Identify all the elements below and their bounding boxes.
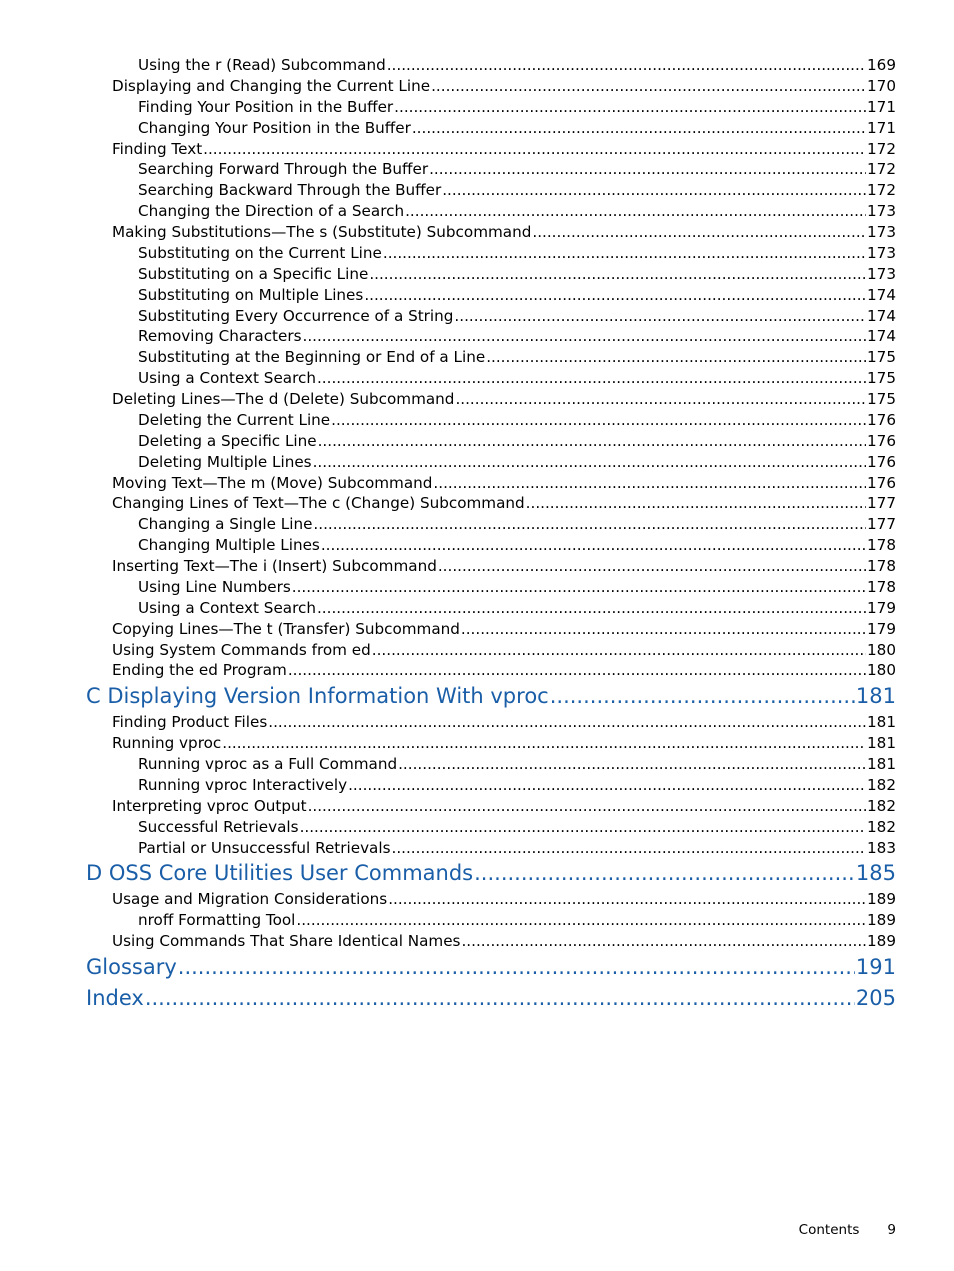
toc-entry-page: 173 (867, 264, 896, 283)
toc-entry-page: 189 (867, 890, 896, 909)
toc-entry-page: 172 (867, 139, 896, 158)
toc-chapter-entry[interactable] (86, 952, 896, 983)
footer-label: Contents (798, 1222, 860, 1238)
toc-entry-title: Changing a Single Line (138, 515, 313, 534)
toc-entry-title: Substituting on the Current Line (138, 243, 382, 262)
toc-entry-page: 183 (867, 838, 896, 857)
toc-entry-page: 189 (867, 911, 896, 930)
toc-entry-title: Displaying and Changing the Current Line (112, 76, 431, 95)
toc-entry[interactable] (138, 817, 896, 838)
toc-leader-dots (398, 754, 866, 775)
toc-entry[interactable] (112, 389, 896, 410)
toc-entry[interactable] (138, 306, 896, 327)
toc-leader-dots (364, 285, 866, 306)
toc-entry-page: 181 (867, 713, 896, 732)
toc-entry-page: 175 (867, 348, 896, 367)
toc-entry[interactable] (138, 285, 896, 306)
toc-entry-page: 172 (867, 160, 896, 179)
toc-entry[interactable] (138, 535, 896, 556)
toc-entry[interactable] (112, 619, 896, 640)
toc-entry-page: 173 (867, 223, 896, 241)
toc-leader-dots (431, 76, 866, 97)
toc-entry-page: 179 (867, 598, 896, 617)
toc-entry-page: 174 (867, 327, 896, 346)
toc-leader-dots (145, 983, 855, 1014)
toc-leader-dots (308, 796, 866, 817)
toc-entry[interactable] (138, 910, 896, 931)
toc-entry-page: 170 (867, 76, 896, 95)
toc-entry[interactable] (138, 180, 896, 201)
toc-leader-dots (288, 660, 866, 681)
toc-entry-page: 179 (867, 619, 896, 638)
toc-entry-title: Finding Text (112, 139, 203, 158)
toc-entry[interactable] (112, 733, 896, 754)
toc-entry-title: Deleting Lines—The d (Delete) Subcommand (112, 390, 455, 408)
toc-leader-dots (526, 493, 866, 514)
footer-page-number: 9 (887, 1222, 896, 1238)
toc-entry-title: Using a Context Search (138, 598, 316, 617)
toc-leader-dots (313, 452, 866, 473)
toc-entry-title: Changing Your Position in the Buffer (138, 118, 411, 137)
toc-leader-dots (474, 858, 855, 889)
toc-entry[interactable] (138, 118, 896, 139)
toc-chapter-entry[interactable] (86, 681, 896, 712)
toc-entry-title: Substituting on Multiple Lines (138, 285, 364, 304)
toc-entry-page: 171 (867, 97, 896, 116)
toc-leader-dots (292, 577, 866, 598)
toc-entry-page: 176 (867, 452, 896, 471)
toc-entry-title: Running vproc (112, 734, 222, 753)
toc-leader-dots (268, 712, 866, 733)
toc-entry-page: 185 (855, 861, 896, 886)
toc-leader-dots (429, 159, 866, 180)
toc-entry[interactable] (138, 55, 896, 76)
toc-chapter-entry[interactable] (86, 858, 896, 889)
toc-entry-title: Removing Characters (138, 327, 302, 346)
toc-leader-dots (317, 368, 866, 389)
toc-leader-dots (455, 389, 866, 410)
toc-entry[interactable] (138, 838, 896, 859)
toc-leader-dots (405, 201, 866, 222)
toc-entry-title: Using Line Numbers (138, 577, 291, 596)
toc-entry-title: nroff Formatting Tool (138, 911, 296, 930)
toc-entry[interactable] (138, 577, 896, 598)
toc-entry-title: Changing Lines of Text—The c (Change) Subcommand (112, 494, 525, 513)
toc-entry[interactable] (138, 347, 896, 368)
toc-leader-dots (313, 514, 866, 535)
toc-leader-dots (550, 681, 855, 712)
toc-entry-page: 178 (867, 577, 896, 596)
toc-entry[interactable] (138, 598, 896, 619)
toc-entry-title: Searching Forward Through the Buffer (138, 160, 429, 179)
toc-leader-dots (178, 952, 855, 983)
toc-entry-title: Using System Commands from ed (112, 640, 371, 659)
toc-entry[interactable] (112, 139, 896, 160)
toc-entry-title: Substituting on a Specific Line (138, 264, 369, 283)
toc-entry[interactable] (112, 889, 896, 910)
toc-entry-page: 182 (867, 775, 896, 794)
toc-entry[interactable] (112, 493, 896, 514)
toc-entry[interactable] (138, 452, 896, 473)
toc-leader-dots (372, 640, 866, 661)
toc-entry-page: 176 (867, 473, 896, 492)
toc-entry-page: 180 (867, 661, 896, 680)
toc-entry-page: 177 (867, 515, 896, 534)
toc-leader-dots (461, 619, 866, 640)
toc-entry-page: 174 (867, 285, 896, 304)
toc-entry-page: 205 (855, 986, 896, 1010)
toc-entry-title: Inserting Text—The i (Insert) Subcommand (112, 557, 437, 575)
toc-entry[interactable] (112, 473, 896, 494)
toc-entry-page: 181 (855, 684, 896, 709)
toc-entry-title: C Displaying Version Information With vproc (86, 684, 549, 709)
toc-leader-dots (303, 326, 867, 347)
toc-entry[interactable] (112, 222, 896, 243)
toc-entry[interactable] (138, 97, 896, 118)
toc-entry-page: 177 (867, 494, 896, 513)
toc-leader-dots (321, 535, 866, 556)
toc-entry-page: 189 (867, 932, 896, 951)
toc-entry-page: 175 (867, 369, 896, 388)
toc-leader-dots (394, 97, 866, 118)
toc-entry-title: Index (86, 986, 144, 1010)
toc-entry-title: Changing Multiple Lines (138, 536, 320, 555)
toc-entry[interactable] (112, 931, 896, 952)
toc-entry[interactable] (138, 201, 896, 222)
toc-leader-dots (383, 243, 866, 264)
toc-entry-page: 172 (867, 181, 896, 200)
toc-entry-title: Interpreting vproc Output (112, 796, 307, 815)
toc-entry-title: Searching Backward Through the Buffer (138, 181, 442, 200)
toc-entry[interactable] (138, 159, 896, 180)
toc-entry-page: 173 (867, 243, 896, 262)
toc-entry-title: Finding Product Files (112, 713, 268, 732)
toc-entry-title: Running vproc as a Full Command (138, 755, 398, 773)
toc-entry-page: 171 (867, 118, 896, 137)
toc-entry[interactable] (138, 410, 896, 431)
toc-leader-dots (296, 910, 866, 931)
toc-entry-page: 169 (867, 56, 896, 74)
toc-leader-dots (317, 598, 866, 619)
toc-entry-title: Running vproc Interactively (138, 775, 348, 794)
toc-chapter-entry[interactable] (86, 983, 896, 1014)
toc-leader-dots (222, 733, 866, 754)
toc-entry-page: 181 (867, 755, 896, 773)
page-footer (799, 1222, 896, 1238)
toc-entry-title: Usage and Migration Considerations (112, 890, 388, 909)
toc-entry-page: 178 (867, 557, 896, 575)
toc-entry-page: 182 (867, 817, 896, 836)
toc-entry-title: Partial or Unsuccessful Retrievals (138, 838, 391, 857)
toc-entry[interactable] (112, 640, 896, 661)
toc-leader-dots (486, 347, 866, 368)
table-of-contents (0, 55, 954, 1014)
toc-entry-page: 180 (867, 640, 896, 659)
toc-leader-dots (392, 838, 867, 859)
toc-entry[interactable] (138, 754, 896, 775)
toc-entry[interactable] (138, 775, 896, 796)
toc-entry-title: Changing the Direction of a Search (138, 202, 405, 221)
toc-leader-dots (412, 118, 866, 139)
toc-entry[interactable] (138, 326, 896, 347)
toc-entry[interactable] (138, 514, 896, 535)
toc-entry-title: Copying Lines—The t (Transfer) Subcommand (112, 619, 460, 638)
toc-leader-dots (300, 817, 866, 838)
toc-entry[interactable] (112, 76, 896, 97)
toc-entry-page: 191 (855, 955, 896, 979)
toc-entry-page: 175 (867, 390, 896, 408)
toc-entry-title: Substituting at the Beginning or End of a Line (138, 348, 486, 367)
toc-leader-dots (532, 222, 866, 243)
toc-entry-title: Deleting Multiple Lines (138, 452, 312, 471)
toc-leader-dots (348, 775, 866, 796)
toc-entry[interactable] (138, 264, 896, 285)
toc-entry-page: 176 (867, 431, 896, 450)
toc-entry-title: Using a Context Search (138, 369, 316, 388)
toc-leader-dots (454, 306, 866, 327)
toc-leader-dots (203, 139, 866, 160)
toc-entry[interactable] (138, 431, 896, 452)
toc-leader-dots (461, 931, 866, 952)
toc-entry-title: Making Substitutions—The s (Substitute) Subcommand (112, 223, 532, 241)
toc-leader-dots (442, 180, 866, 201)
toc-entry-page: 173 (867, 202, 896, 221)
toc-entry-page: 182 (867, 796, 896, 815)
toc-entry-title: Glossary (86, 955, 177, 979)
toc-entry[interactable] (112, 556, 896, 577)
toc-leader-dots (318, 431, 866, 452)
toc-entry-title: Using Commands That Share Identical Names (112, 932, 461, 951)
toc-entry[interactable] (112, 660, 896, 681)
toc-leader-dots (387, 55, 866, 76)
toc-entry-page: 181 (867, 734, 896, 753)
toc-leader-dots (388, 889, 866, 910)
toc-leader-dots (369, 264, 866, 285)
toc-entry-title: Ending the ed Program (112, 661, 287, 680)
toc-entry-title: Substituting Every Occurrence of a String (138, 306, 454, 325)
toc-entry-title: Deleting the Current Line (138, 410, 331, 429)
toc-entry-page: 176 (867, 410, 896, 429)
toc-entry-page: 178 (867, 536, 896, 555)
toc-entry-title: Moving Text—The m (Move) Subcommand (112, 473, 433, 492)
toc-entry-title: Finding Your Position in the Buffer (138, 97, 394, 116)
toc-entry-title: Using the r (Read) Subcommand (138, 56, 386, 74)
toc-entry[interactable] (138, 243, 896, 264)
toc-entry[interactable] (112, 796, 896, 817)
toc-entry-title: Deleting a Specific Line (138, 431, 317, 450)
toc-leader-dots (433, 473, 866, 494)
toc-entry-page: 174 (867, 306, 896, 325)
toc-leader-dots (331, 410, 866, 431)
toc-leader-dots (438, 556, 866, 577)
toc-entry-title: D OSS Core Utilities User Commands (86, 861, 474, 886)
toc-entry-title: Successful Retrievals (138, 817, 299, 836)
toc-entry[interactable] (138, 368, 896, 389)
toc-entry[interactable] (112, 712, 896, 733)
